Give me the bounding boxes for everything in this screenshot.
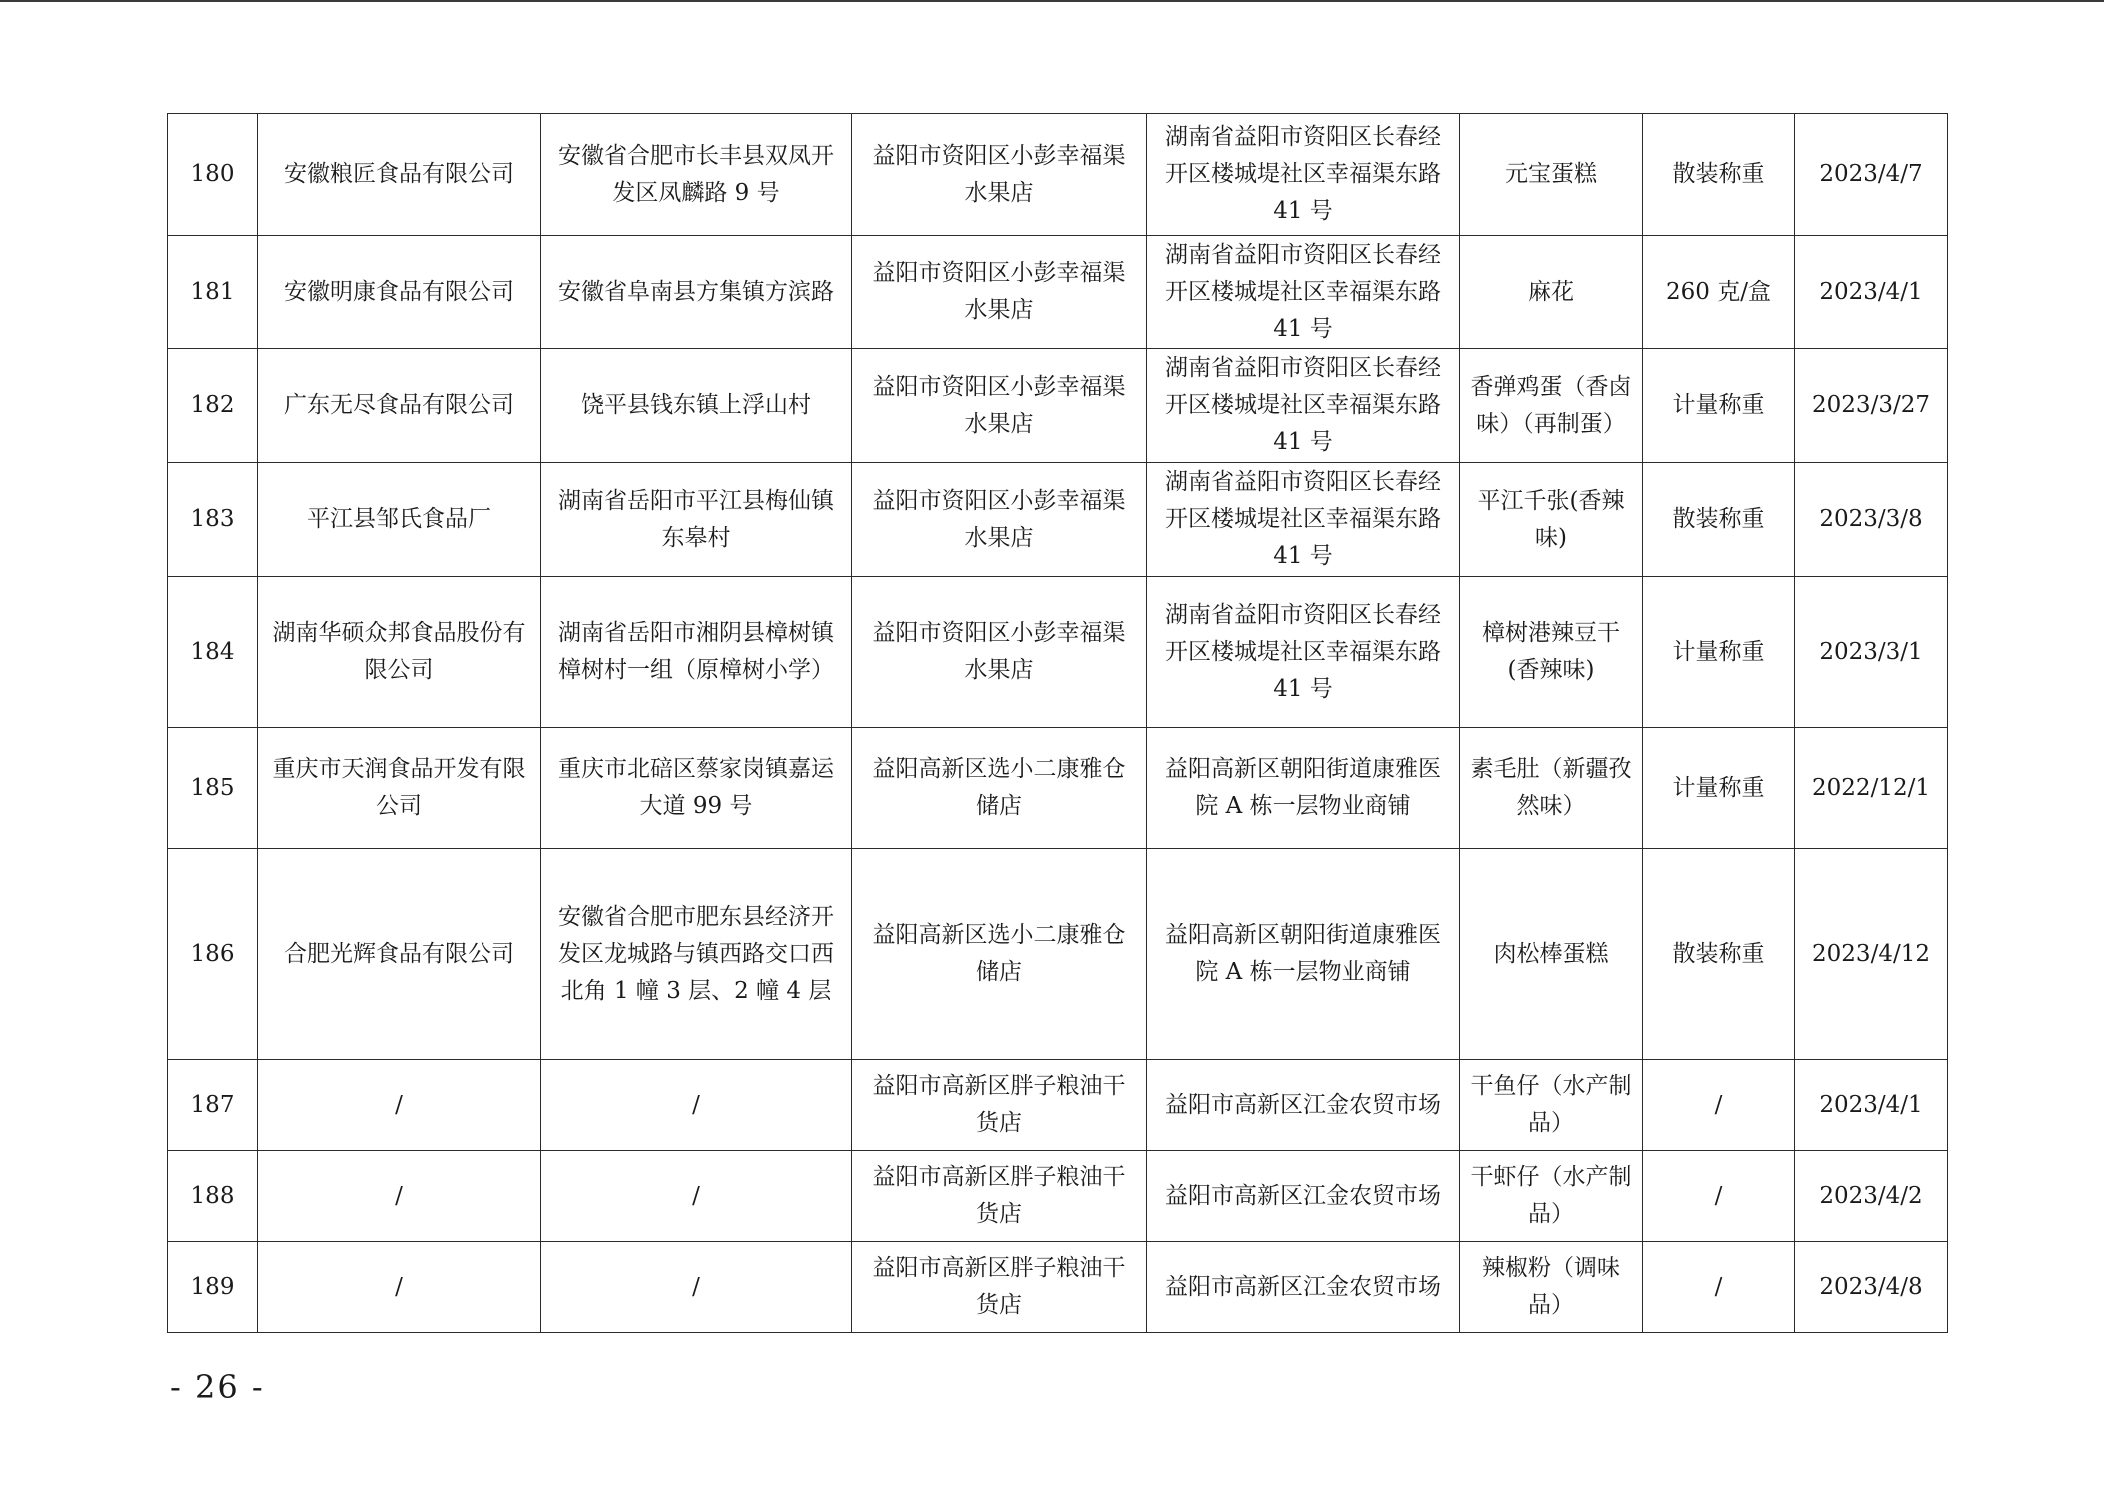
package-spec-cell: 散装称重 (1643, 849, 1795, 1060)
sampled-store-address-cell: 益阳市高新区江金农贸市场 (1147, 1242, 1460, 1333)
product-name-cell: 干鱼仔（水产制品） (1460, 1060, 1643, 1151)
row-number-cell: 188 (168, 1151, 258, 1242)
production-date-cell: 2023/4/8 (1795, 1242, 1948, 1333)
product-name-cell: 元宝蛋糕 (1460, 114, 1643, 236)
sampled-store-name-cell: 益阳市资阳区小彭幸福渠水果店 (852, 463, 1147, 577)
manufacturer-address-cell: 安徽省阜南县方集镇方滨路 (541, 236, 852, 349)
table-row (168, 577, 1948, 728)
package-spec-cell: / (1643, 1151, 1795, 1242)
product-name-cell: 肉松棒蛋糕 (1460, 849, 1643, 1060)
table-row (168, 349, 1948, 463)
manufacturer-name-cell: 安徽粮匠食品有限公司 (258, 114, 541, 236)
production-date-cell: 2023/4/1 (1795, 1060, 1948, 1151)
production-date-cell: 2023/3/27 (1795, 349, 1948, 463)
production-date-cell: 2023/4/7 (1795, 114, 1948, 236)
package-spec-cell: / (1643, 1242, 1795, 1333)
sampled-store-address-cell: 湖南省益阳市资阳区长春经开区楼城堤社区幸福渠东路 41 号 (1147, 114, 1460, 236)
manufacturer-address-cell: 安徽省合肥市长丰县双凤开发区凤麟路 9 号 (541, 114, 852, 236)
sampled-store-address-cell: 益阳市高新区江金农贸市场 (1147, 1151, 1460, 1242)
sampled-store-address-cell: 益阳高新区朝阳街道康雅医院 A 栋一层物业商铺 (1147, 849, 1460, 1060)
table-row (168, 1242, 1948, 1333)
table-row (168, 114, 1948, 236)
sampled-store-name-cell: 益阳市高新区胖子粮油干货店 (852, 1151, 1147, 1242)
production-date-cell: 2023/4/2 (1795, 1151, 1948, 1242)
top-border-line (0, 0, 2104, 2)
product-name-cell: 素毛肚（新疆孜然味） (1460, 728, 1643, 849)
table-row (168, 849, 1948, 1060)
production-date-cell: 2022/12/1 (1795, 728, 1948, 849)
table-row (168, 236, 1948, 349)
manufacturer-address-cell: 安徽省合肥市肥东县经济开发区龙城路与镇西路交口西北角 1 幢 3 层、2 幢 4 层 (541, 849, 852, 1060)
manufacturer-name-cell: 广东无尽食品有限公司 (258, 349, 541, 463)
manufacturer-name-cell: 安徽明康食品有限公司 (258, 236, 541, 349)
package-spec-cell: 260 克/盒 (1643, 236, 1795, 349)
table-row (168, 1060, 1948, 1151)
package-spec-cell: 散装称重 (1643, 463, 1795, 577)
manufacturer-address-cell: / (541, 1151, 852, 1242)
table-body (168, 114, 1948, 1333)
manufacturer-name-cell: 湖南华硕众邦食品股份有限公司 (258, 577, 541, 728)
production-date-cell: 2023/4/12 (1795, 849, 1948, 1060)
sampled-store-name-cell: 益阳高新区选小二康雅仓储店 (852, 728, 1147, 849)
sampled-store-address-cell: 益阳市高新区江金农贸市场 (1147, 1060, 1460, 1151)
package-spec-cell: 散装称重 (1643, 114, 1795, 236)
manufacturer-address-cell: 重庆市北碚区蔡家岗镇嘉运大道 99 号 (541, 728, 852, 849)
package-spec-cell: 计量称重 (1643, 728, 1795, 849)
row-number-cell: 186 (168, 849, 258, 1060)
sampled-store-address-cell: 益阳高新区朝阳街道康雅医院 A 栋一层物业商铺 (1147, 728, 1460, 849)
package-spec-cell: 计量称重 (1643, 349, 1795, 463)
manufacturer-address-cell: 湖南省岳阳市湘阴县樟树镇樟树村一组（原樟树小学） (541, 577, 852, 728)
manufacturer-name-cell: / (258, 1242, 541, 1333)
row-number-cell: 185 (168, 728, 258, 849)
product-name-cell: 麻花 (1460, 236, 1643, 349)
product-name-cell: 平江千张(香辣味) (1460, 463, 1643, 577)
sampled-store-name-cell: 益阳市资阳区小彭幸福渠水果店 (852, 236, 1147, 349)
package-spec-cell: 计量称重 (1643, 577, 1795, 728)
sampled-store-address-cell: 湖南省益阳市资阳区长春经开区楼城堤社区幸福渠东路 41 号 (1147, 577, 1460, 728)
manufacturer-address-cell: / (541, 1060, 852, 1151)
manufacturer-name-cell: / (258, 1060, 541, 1151)
production-date-cell: 2023/4/1 (1795, 236, 1948, 349)
package-spec-cell: / (1643, 1060, 1795, 1151)
manufacturer-name-cell: 重庆市天润食品开发有限公司 (258, 728, 541, 849)
sampled-store-address-cell: 湖南省益阳市资阳区长春经开区楼城堤社区幸福渠东路 41 号 (1147, 463, 1460, 577)
product-name-cell: 樟树港辣豆干(香辣味) (1460, 577, 1643, 728)
sampled-store-address-cell: 湖南省益阳市资阳区长春经开区楼城堤社区幸福渠东路 41 号 (1147, 349, 1460, 463)
product-name-cell: 干虾仔（水产制品） (1460, 1151, 1643, 1242)
row-number-cell: 184 (168, 577, 258, 728)
sampled-store-name-cell: 益阳市资阳区小彭幸福渠水果店 (852, 577, 1147, 728)
manufacturer-name-cell: / (258, 1151, 541, 1242)
production-date-cell: 2023/3/1 (1795, 577, 1948, 728)
sampled-store-name-cell: 益阳市资阳区小彭幸福渠水果店 (852, 114, 1147, 236)
manufacturer-name-cell: 合肥光辉食品有限公司 (258, 849, 541, 1060)
sampled-store-name-cell: 益阳市资阳区小彭幸福渠水果店 (852, 349, 1147, 463)
sampling-results-table (167, 113, 1948, 1333)
manufacturer-address-cell: / (541, 1242, 852, 1333)
manufacturer-address-cell: 湖南省岳阳市平江县梅仙镇东皋村 (541, 463, 852, 577)
product-name-cell: 辣椒粉（调味品） (1460, 1242, 1643, 1333)
sampled-store-name-cell: 益阳高新区选小二康雅仓储店 (852, 849, 1147, 1060)
product-name-cell: 香弹鸡蛋（香卤味）（再制蛋） (1460, 349, 1643, 463)
row-number-cell: 183 (168, 463, 258, 577)
sampled-store-name-cell: 益阳市高新区胖子粮油干货店 (852, 1242, 1147, 1333)
table-row (168, 728, 1948, 849)
sampled-store-name-cell: 益阳市高新区胖子粮油干货店 (852, 1060, 1147, 1151)
row-number-cell: 182 (168, 349, 258, 463)
row-number-cell: 187 (168, 1060, 258, 1151)
row-number-cell: 189 (168, 1242, 258, 1333)
manufacturer-name-cell: 平江县邹氏食品厂 (258, 463, 541, 577)
production-date-cell: 2023/3/8 (1795, 463, 1948, 577)
manufacturer-address-cell: 饶平县钱东镇上浮山村 (541, 349, 852, 463)
table-row (168, 1151, 1948, 1242)
row-number-cell: 181 (168, 236, 258, 349)
page-number: - 26 - (170, 1368, 265, 1406)
table-row (168, 463, 1948, 577)
sampled-store-address-cell: 湖南省益阳市资阳区长春经开区楼城堤社区幸福渠东路 41 号 (1147, 236, 1460, 349)
row-number-cell: 180 (168, 114, 258, 236)
